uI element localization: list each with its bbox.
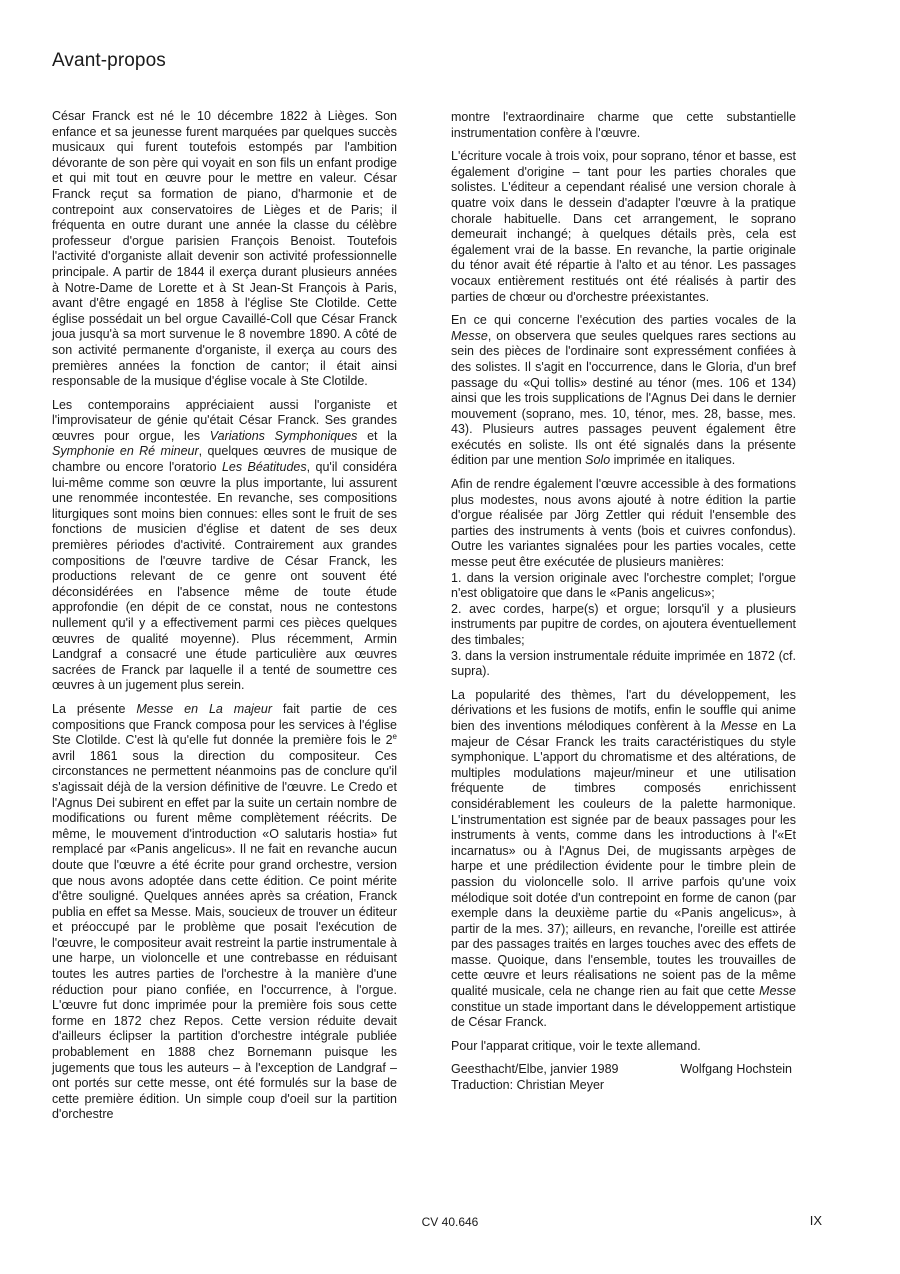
translator-credit: Traduction: Christian Meyer <box>451 1078 605 1093</box>
italic-text: Les Béatitudes <box>221 460 307 475</box>
italic-text: Symphonie en Ré mineur <box>52 444 199 459</box>
paragraph <box>52 398 397 694</box>
text-run: Afin de rendre également l'œuvre accessible à des formations plus modestes, nous avons ajouté à notre édition la partie d'orgue réalisée par Jörg Zettler qui réduit l'ensemble des parties des instruments à vents (bois et cuivres confondus). Outre les variantes signalées pour les parties vocales, cette messe peut être exécutée de plusieurs manières: <box>451 477 796 570</box>
text-run: , quelques œuvres de musique de chambre ou encore l'oratorio <box>52 444 397 475</box>
superscript: e <box>392 732 397 741</box>
paragraph <box>451 602 796 649</box>
text-column-left <box>52 109 397 1131</box>
text-run: , on observera que seules quelques rares sections au sein des pièces de l'ordinaire sont expressément confiées à des solistes. Il s'agit en l'occurrence, dans le Gloria, d'un bref passage du «Qui tollis» destiné au ténor (mes. 106 et 134) ainsi que les trois supplications de l'Agnus Dei dans le dernier mouvement (soprano, mes. 10, ténor, mes. 28, basse, mes. 43). Plusieurs autres passages peuvent également être exécutés en soliste. Ils ont été signalés dans la présente édition par une mention <box>451 328 796 468</box>
paragraph <box>451 477 796 571</box>
paragraph <box>451 313 796 469</box>
text-run: constitue un stade important dans le développement artistique de César Franck. <box>451 999 796 1030</box>
paragraph <box>52 109 397 390</box>
paragraph <box>451 110 796 141</box>
place-date: Geesthacht/Elbe, janvier 1989 <box>451 1062 619 1077</box>
paragraph <box>451 1039 796 1055</box>
author-name: Wolfgang Hochstein <box>680 1062 792 1077</box>
italic-text: Messe <box>451 328 488 343</box>
right-column-paragraphs <box>451 110 796 1054</box>
text-column-right <box>451 110 796 1102</box>
page-number: IX <box>809 1213 822 1228</box>
text-run: 3. dans la version instrumentale réduite imprimée en 1872 (cf. supra). <box>451 648 796 679</box>
text-run: En ce qui concerne l'exécution des parties vocales de la <box>451 313 796 328</box>
paragraph <box>451 149 796 305</box>
text-run: César Franck est né le 10 décembre 1822 à Lièges. Son enfance et sa jeunesse furent marquées par quelques succès musicaux qui furent toutefois estompés par l'ambition dévorante de son père qui voyait en son fils un enfant prodige et qui mit tout en œuvre pour le mettre en valeur. César Franck reçut sa formation de piano, d'harmonie et de contrepoint aux conservatoires de Lièges et de Paris; il fréquenta en outre durant une année la classe du célèbre professeur d'orgue parisien François Benoist. Toutefois l'activité d'organiste allait devenir son activité professionnelle principale. A partir de 1844 il exerça durant plusieurs années à Notre-Dame de Lorette et à St Jean-St François à Paris, avant d'être engagé en 1858 à l'église Ste Clotilde. Cette église possédait un bel orgue Cavaillé-Coll que César Franck joua jusqu'à sa mort survenue le 8 novembre 1890. A côté de son activité permanente d'organiste, il exerça au cours des premières années la fonction de cantor; il était ainsi responsable de la musique d'église vocale à Ste Clotilde. <box>52 109 397 389</box>
paragraph <box>451 688 796 1031</box>
text-run: fait partie de ces compositions que Franck composa pour les services à l'église Ste Clotilde. C'est là qu'elle fut donnée la première fois le 2 <box>52 701 397 748</box>
text-run: et la <box>357 428 397 443</box>
text-run: avril 1861 sous la direction du compositeur. Ces circonstances ne permettent néanmoins pas de conclure qu'il s'agissait déjà de la version définitive de l'œuvre. Le Credo et l'Agnus Dei subirent en effet par la suite un certain nombre de modifications ou furent même complètement réécrits. De même, le mouvement d'introduction «O salutaris hostia» fut remplacé par «Panis angelicus». Il ne fait en revanche aucun doute que l'œuvre a été écrite pour grand orchestre, version que nous avons adoptée dans cette édition. Ce point mérite d'être souligné. Quelques années après sa création, Franck publia en effet sa Messe. Mais, soucieux de trouver un éditeur et préoccupé par le problème que posait l'exécution de l'œuvre, le compositeur avait restreint la partie instrumentale à une harpe, un violoncelle et une contrebasse en réduisant toutes les autres parties de l'orchestre à la manière d'une réduction pour piano confiée, en l'occurrence, à l'orgue. L'œuvre fut donc imprimée pour la première fois sous cette forme en 1872 chez Repos. Cette version réduite devait d'ailleurs éclipser la partition d'orchestre intégrale publiée probablement en 1888 chez Bornemann puisque les jugements que tous les auteurs – à l'exception de Landgraf – ont portés sur cette messe, ont été formulés sur la base de cette première édition. Un simple coup d'oeil sur la partition d'orchestre <box>52 748 397 1122</box>
text-run: La présente <box>52 701 137 716</box>
italic-text: Variations Symphoniques <box>209 428 358 443</box>
text-run: imprimée en italiques. <box>610 453 736 468</box>
page-title: Avant-propos <box>52 50 166 71</box>
text-run: La popularité des thèmes, l'art du développement, les dérivations et les fusions de motifs, enfin le souffle qui anime bien des inventions mélodiques confèrent à la <box>451 687 796 733</box>
italic-text: Messe en La majeur <box>136 701 272 716</box>
italic-text: Messe <box>759 984 796 999</box>
text-run: Pour l'apparat critique, voir le texte allemand. <box>451 1038 701 1053</box>
paragraph <box>451 571 796 602</box>
italic-text: Solo <box>585 453 611 468</box>
text-run: , qu'il considéra lui-même comme son œuvre la plus importante, lui assurent une renommée incontestée. En revanche, ses compositions liturgiques sont moins bien connues: elles sont le fruit de ses fonctions de musicien d'église et datent de ses deux premières périodes d'activité. Contrairement aux grandes compositions de l'œuvre tardive de César Franck, les productions relevant de ce genre ont souvent été déconsidérées en l'absence même de toute étude approfondie (en dépit de ce constat, nous ne contestons nullement qu'il y a effectivement parmi ces pièces quelques œuvres de qualité moyenne). Plus récemment, Armin Landgraf a consacré une étude particulière aux œuvres sacrées de Franck par laquelle il a tenté de soumettre ces œuvres à un jugement plus serein. <box>52 460 397 693</box>
text-run: montre l'extraordinaire charme que cette substantielle instrumentation confère à l'œuvre. <box>451 110 796 140</box>
paragraph <box>52 702 397 1123</box>
text-run: Les contemporains appréciaient aussi l'organiste et l'improvisateur de génie qu'était César Franck. Ses grandes œuvres pour orgue, les <box>52 397 397 443</box>
italic-text: Messe <box>720 718 758 733</box>
signature-row <box>451 1062 796 1078</box>
text-run: L'écriture vocale à trois voix, pour soprano, ténor et basse, est également d'origine – tant pour les parties chorales que solistes. L'éditeur a cependant réalisé une version chorale à quatre voix dans le dessein d'adapter l'œuvre à la pratique chorale habituelle. Dans cet arrangement, le soprano demeurait inchangé; à quelques détails près, cela est également vrai de la basse. En revanche, la partie originale du ténor avait été répartie à l'alto et au ténor. Les passages vocaux entièrement restitués ont été réalisés à partir des parties de chœur ou d'orchestre préexistantes. <box>451 149 796 304</box>
text-run: 1. dans la version originale avec l'orchestre complet; l'orgue n'est obligatoire que dans le «Panis angelicus»; <box>451 570 796 601</box>
catalog-number: CV 40.646 <box>421 1215 479 1229</box>
paragraph <box>451 649 796 680</box>
text-run: en La majeur de César Franck les traits caractéristiques du style symphonique. L'apport du chromatisme et des altérations, de multiples modulations majeur/mineur et une utilisation fréquente de timbres composés enrichissent considérablement les couleurs de la palette harmonique. L'instrumentation est signée par de beaux passages pour les instruments à vents, comme dans les introductions à l'«Et incarnatus» ou à l'Agnus Dei, de mugissants arpèges de harpe et une prédilection évidente pour le timbre plein de passion du violoncelle solo. Il arrive parfois qu'une voix mélodique soit dotée d'un contrepoint en forme de canon (par exemple dans la deuxième partie du «Panis angelicus», à partir de la mes. 37); ailleurs, en revanche, l'oreille est attirée par des passages traités en larges touches avec des effets de masse. Quoique, dans l'ensemble, toutes les trouvailles de cette œuvre et leurs réalisations ne soient pas de la même qualité musicale, cela ne change rien au fait que cette <box>451 718 796 999</box>
text-run: 2. avec cordes, harpe(s) et orgue; lorsqu'il y a plusieurs instruments par pupitre de cordes, on ajoutera éventuellement des timbales; <box>451 601 796 647</box>
